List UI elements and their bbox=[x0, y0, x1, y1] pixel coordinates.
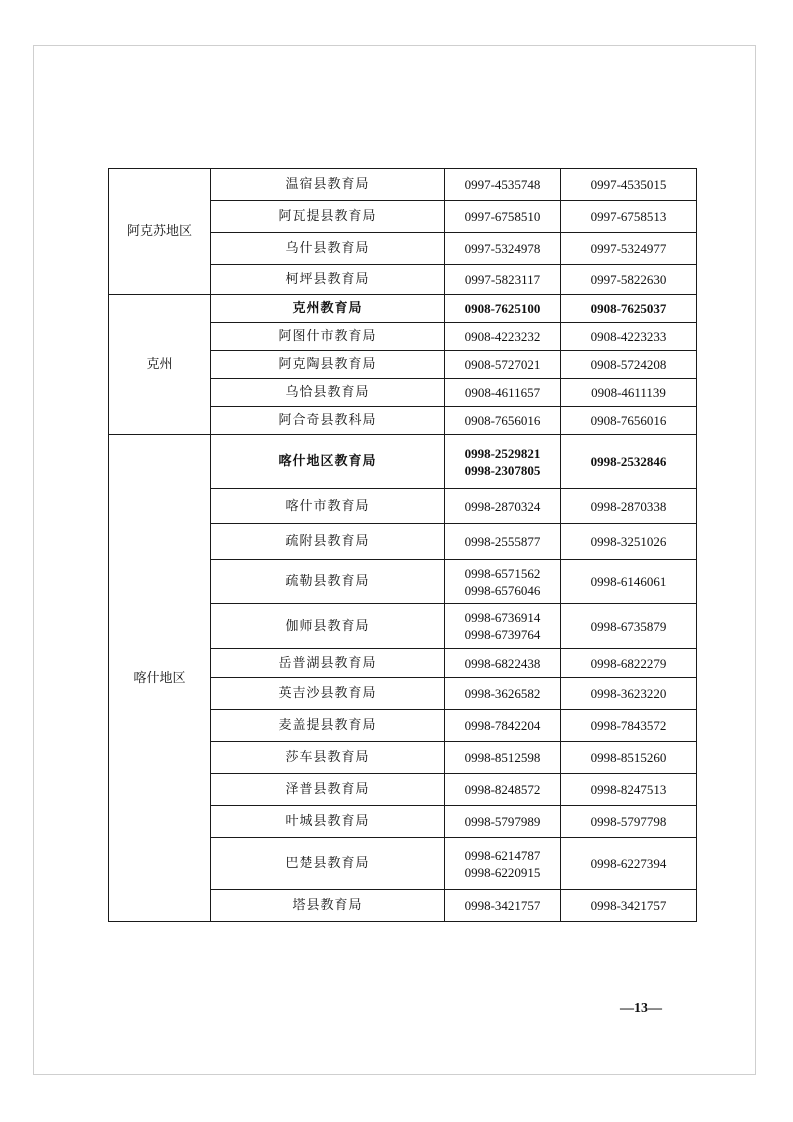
phone-number: 0998-6220915 bbox=[464, 864, 541, 880]
unit-name-cell: 泽普县教育局 bbox=[211, 774, 445, 806]
fax-cell: 0998-7843572 bbox=[561, 710, 697, 742]
unit-name-cell: 叶城县教育局 bbox=[211, 806, 445, 838]
fax-cell: 0998-3623220 bbox=[561, 678, 697, 710]
phone-number: 0998-6736914 bbox=[464, 610, 541, 625]
phone-cell bbox=[445, 560, 561, 604]
phone-cell bbox=[445, 604, 561, 649]
fax-cell: 0998-3251026 bbox=[561, 524, 697, 560]
fax-cell: 0908-7656016 bbox=[561, 407, 697, 435]
phone-cell bbox=[445, 774, 561, 806]
phone-cell bbox=[445, 323, 561, 351]
fax-cell: 0998-6735879 bbox=[561, 604, 697, 649]
table-row bbox=[109, 435, 697, 489]
phone-number: 0908-5727021 bbox=[464, 357, 541, 372]
unit-name-cell: 阿图什市教育局 bbox=[211, 323, 445, 351]
unit-name-cell: 阿克陶县教育局 bbox=[211, 351, 445, 379]
contacts-table-body bbox=[109, 169, 697, 922]
phone-number: 0998-6576046 bbox=[464, 582, 541, 598]
phone-cell bbox=[445, 742, 561, 774]
phone-number: 0998-3626582 bbox=[464, 686, 541, 701]
fax-cell: 0997-5324977 bbox=[561, 233, 697, 265]
phone-cell bbox=[445, 265, 561, 295]
table-row bbox=[109, 295, 697, 323]
phone-number: 0998-2529821 bbox=[464, 445, 541, 461]
unit-name-cell: 阿瓦提县教育局 bbox=[211, 201, 445, 233]
unit-name-cell: 柯坪县教育局 bbox=[211, 265, 445, 295]
fax-cell: 0998-3421757 bbox=[561, 890, 697, 922]
unit-name-cell: 塔县教育局 bbox=[211, 890, 445, 922]
fax-cell: 0998-6146061 bbox=[561, 560, 697, 604]
unit-name-cell: 克州教育局 bbox=[211, 295, 445, 323]
unit-name-cell: 喀什市教育局 bbox=[211, 489, 445, 524]
phone-number: 0998-3421757 bbox=[464, 898, 541, 913]
fax-cell: 0998-8247513 bbox=[561, 774, 697, 806]
phone-number: 0998-8512598 bbox=[464, 750, 541, 765]
unit-name-cell: 岳普湖县教育局 bbox=[211, 649, 445, 678]
phone-cell bbox=[445, 489, 561, 524]
fax-cell: 0998-6227394 bbox=[561, 838, 697, 890]
fax-cell: 0998-2870338 bbox=[561, 489, 697, 524]
phone-number: 0997-6758510 bbox=[464, 209, 541, 224]
unit-name-cell: 疏勒县教育局 bbox=[211, 560, 445, 604]
fax-cell: 0908-4223233 bbox=[561, 323, 697, 351]
fax-cell: 0998-6822279 bbox=[561, 649, 697, 678]
unit-name-cell: 莎车县教育局 bbox=[211, 742, 445, 774]
region-cell: 阿克苏地区 bbox=[109, 169, 211, 295]
phone-number: 0908-7656016 bbox=[464, 413, 541, 428]
unit-name-cell: 麦盖提县教育局 bbox=[211, 710, 445, 742]
phone-cell bbox=[445, 379, 561, 407]
unit-name-cell: 伽师县教育局 bbox=[211, 604, 445, 649]
fax-cell: 0908-7625037 bbox=[561, 295, 697, 323]
page-number: —13— bbox=[620, 1001, 662, 1016]
phone-number: 0998-2555877 bbox=[464, 534, 541, 549]
fax-cell: 0997-6758513 bbox=[561, 201, 697, 233]
phone-cell bbox=[445, 407, 561, 435]
unit-name-cell: 乌恰县教育局 bbox=[211, 379, 445, 407]
fax-cell: 0998-8515260 bbox=[561, 742, 697, 774]
phone-cell bbox=[445, 295, 561, 323]
phone-number: 0998-6822438 bbox=[464, 655, 541, 671]
phone-cell bbox=[445, 201, 561, 233]
phone-number: 0998-2870324 bbox=[464, 498, 541, 514]
region-cell: 喀什地区 bbox=[109, 435, 211, 922]
unit-name-cell: 喀什地区教育局 bbox=[211, 435, 445, 489]
phone-cell bbox=[445, 678, 561, 710]
unit-name-cell: 乌什县教育局 bbox=[211, 233, 445, 265]
phone-number: 0998-7842204 bbox=[464, 718, 541, 733]
fax-cell: 0997-5822630 bbox=[561, 265, 697, 295]
phone-cell bbox=[445, 838, 561, 890]
phone-cell bbox=[445, 524, 561, 560]
phone-number: 0998-6214787 bbox=[464, 847, 541, 863]
phone-cell bbox=[445, 169, 561, 201]
phone-number: 0997-4535748 bbox=[464, 177, 541, 192]
phone-number: 0998-8248572 bbox=[464, 782, 541, 797]
unit-name-cell: 疏附县教育局 bbox=[211, 524, 445, 560]
phone-number: 0998-6571562 bbox=[464, 565, 541, 581]
unit-name-cell: 巴楚县教育局 bbox=[211, 838, 445, 890]
fax-cell: 0908-4611139 bbox=[561, 379, 697, 407]
phone-cell bbox=[445, 435, 561, 489]
unit-name-cell: 温宿县教育局 bbox=[211, 169, 445, 201]
region-cell: 克州 bbox=[109, 295, 211, 435]
phone-number: 0998-5797989 bbox=[464, 814, 541, 829]
fax-cell: 0908-5724208 bbox=[561, 351, 697, 379]
fax-cell: 0997-4535015 bbox=[561, 169, 697, 201]
phone-cell bbox=[445, 233, 561, 265]
unit-name-cell: 阿合奇县教科局 bbox=[211, 407, 445, 435]
unit-name-cell: 英吉沙县教育局 bbox=[211, 678, 445, 710]
phone-cell bbox=[445, 649, 561, 678]
phone-number: 0997-5324978 bbox=[464, 241, 541, 256]
phone-number: 0908-4223232 bbox=[464, 329, 541, 344]
phone-cell bbox=[445, 890, 561, 922]
phone-cell bbox=[445, 710, 561, 742]
table-row bbox=[109, 169, 697, 201]
phone-number: 0998-6739764 bbox=[464, 627, 541, 642]
phone-number: 0998-2307805 bbox=[464, 462, 541, 478]
phone-number: 0997-5823117 bbox=[464, 272, 541, 287]
phone-number: 0908-4611657 bbox=[464, 385, 541, 400]
fax-cell: 0998-5797798 bbox=[561, 806, 697, 838]
phone-cell bbox=[445, 351, 561, 379]
phone-number: 0908-7625100 bbox=[464, 301, 541, 316]
fax-cell: 0998-2532846 bbox=[561, 435, 697, 489]
contacts-table bbox=[108, 168, 697, 922]
phone-cell bbox=[445, 806, 561, 838]
